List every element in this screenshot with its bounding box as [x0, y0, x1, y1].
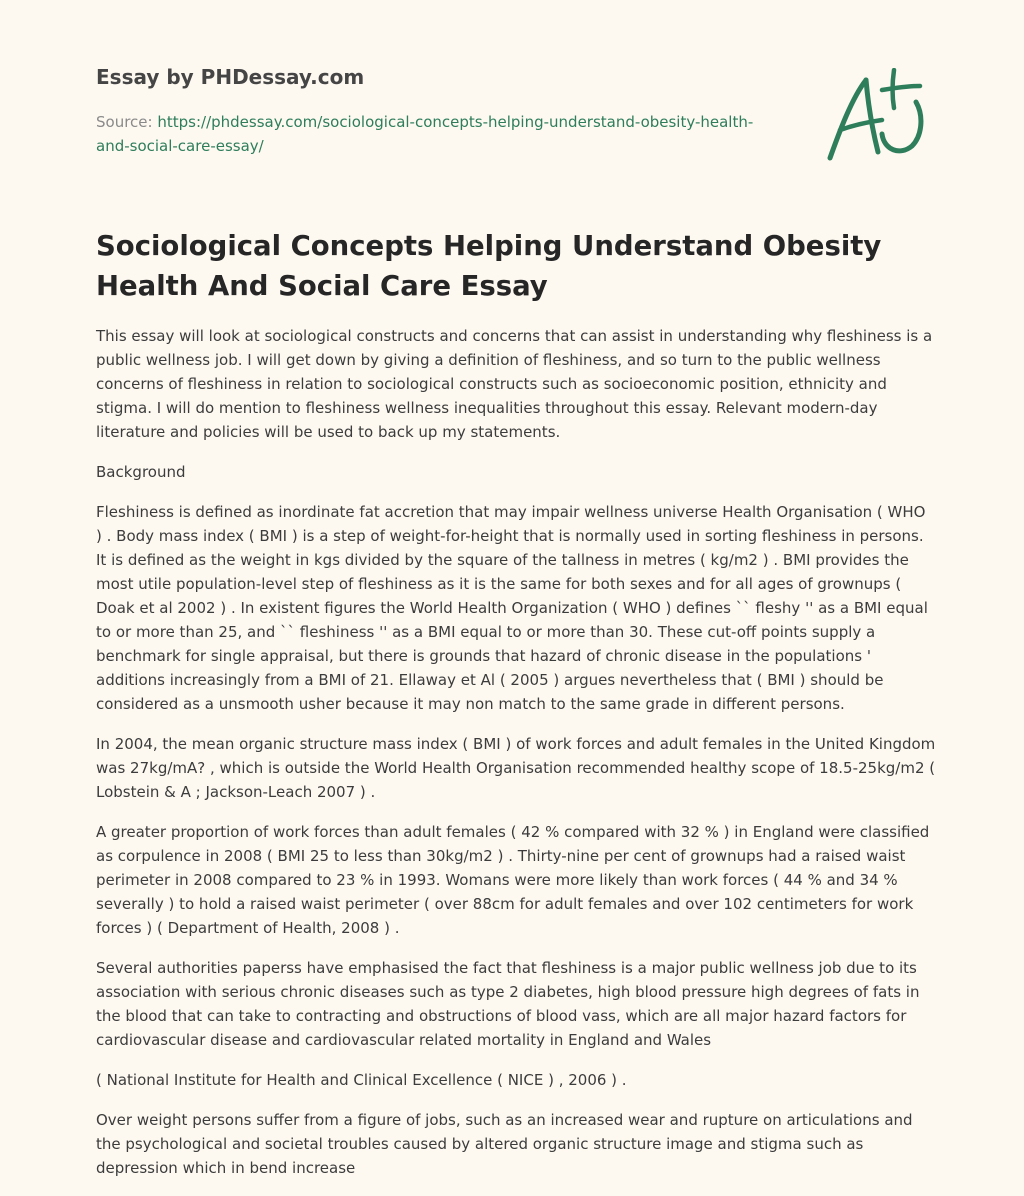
- section-heading-background: Background: [96, 463, 186, 481]
- paragraph-intro: This essay will look at sociological constructs and concerns that can assist in understanding why fleshiness is a public wellness job. I will get down by giving a definition of fleshiness, and so turn to the public wellness concerns of fleshiness in relation to sociological constructs such as socioeconomic position, ethnicity and stigma. I will do mention to fleshiness wellness inequalities throughout this essay. Relevant modern-day literature and policies will be used to back up my statements.: [96, 327, 933, 441]
- source-line: [96, 110, 776, 158]
- essay-title: Sociological Concepts Helping Understand Obesity Health And Social Care Essay: [96, 230, 882, 302]
- essay-body: [96, 324, 936, 1196]
- paragraph-citation: ( National Institute for Health and Clinical Excellence ( NICE ) , 2006 ) .: [96, 1071, 627, 1089]
- source-label: Source:: [96, 113, 153, 131]
- site-brand: Essay by PHDessay.com: [96, 65, 365, 89]
- paragraph-bmi-2004: In 2004, the mean organic structure mass index ( BMI ) of work forces and adult females in the United Kingdom was 27kg/mA? , which is outside the World Health Organisation recommended healthy scope of 18.5-25kg/m2 ( Lobstein & A ; Jackson-Leach 2007 ) .: [96, 735, 936, 801]
- paragraph-proportion: A greater proportion of work forces than adult females ( 42 % compared with 32 % ) in England were classified as corpulence in 2008 ( BMI 25 to less than 30kg/m2 ) . Thirty-nine per cent of grownups had a raised waist perimeter in 2008 compared to 23 % in 1993. Womans were more likely than work forces ( 44 % and 34 % severally ) to hold a raised waist perimeter ( over 88cm for adult females and over 102 centimeters for work forces ) ( Department of Health, 2008 ) .: [96, 823, 930, 937]
- a-plus-logo-icon: [822, 68, 932, 168]
- source-link[interactable]: https://phdessay.com/sociological-concepts-helping-understand-obesity-health-and-social-care-essay/: [96, 113, 754, 155]
- paragraph-government-papers: Several authorities paperss have emphasised the fact that fleshiness is a major public wellness job due to its association with serious chronic diseases such as type 2 diabetes, high blood pressure high degrees of fats in the blood that can take to contracting and obstructions of blood vass, which are all major hazard factors for cardiovascular disease and cardiovascular related mortality in England and Wales: [96, 959, 920, 1049]
- paragraph-definition: Fleshiness is defined as inordinate fat accretion that may impair wellness universe Health Organisation ( WHO ) . Body mass index ( BMI ) is a step of weight-for-height that is normally used in sorting fleshiness in persons. It is defined as the weight in kgs divided by the square of the tallness in metres ( kg/m2 ) . BMI provides the most utile population-level step of fleshiness as it is the same for both sexes and for all ages of grownups ( Doak et al 2002 ) . In existent figures the World Health Organization ( WHO ) defines `` fleshy '' as a BMI equal to or more than 25, and `` fleshiness '' as a BMI equal to or more than 30. These cut-off points supply a benchmark for single appraisal, but there is grounds that hazard of chronic disease in the populations ' additions increasingly from a BMI of 21. Ellaway et Al ( 2005 ) argues nevertheless that ( BMI ) should be considered as a unsmooth usher because it may non match to the same grade in different persons.: [96, 503, 928, 713]
- paragraph-overweight: Over weight persons suffer from a figure of jobs, such as an increased wear and rupture on articulations and the psychological and societal troubles caused by altered organic structure image and stigma such as depression which in bend increase: [96, 1111, 913, 1177]
- essay-header: [96, 62, 776, 158]
